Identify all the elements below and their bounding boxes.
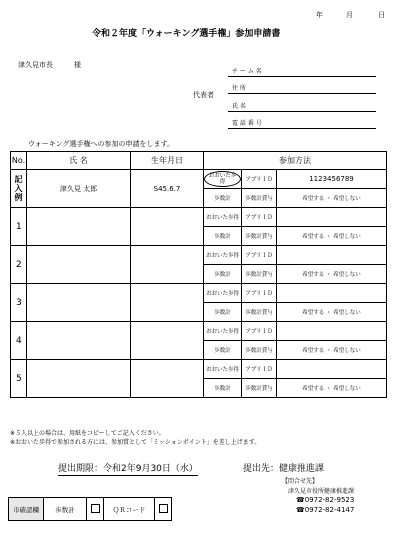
lend-label: 歩数計貸与 [242,265,277,284]
lend-label: 歩数計貸与 [242,341,277,360]
stamp-pedometer-label: 歩数計 [44,498,87,521]
dob-cell[interactable] [131,284,204,322]
pedometer-label[interactable]: 歩数計 [204,227,242,246]
addressee-label: 津久見市長 [18,61,53,69]
date-year-label: 年 [316,11,323,19]
phone-line [228,128,376,129]
pedometer-checkbox[interactable] [91,504,100,513]
oitai-label[interactable]: おおいた歩得 [204,208,242,227]
example-mark: 記入例 [11,170,27,208]
lend-label: 歩数計貸与 [242,379,277,398]
row-number: 1 [11,208,27,246]
example-name: 津久見 太郎 [27,170,131,208]
pedometer-label[interactable]: 歩数計 [204,265,242,284]
row-number: 5 [11,360,27,398]
example-dob: S45.6.7 [131,170,204,208]
dob-cell[interactable] [131,246,204,284]
app-id-cell[interactable] [277,208,387,227]
contact-tel: ☎0972-82-9523 [296,496,355,504]
address-label: 住 所 [232,85,246,92]
dob-cell[interactable] [131,360,204,398]
example-oitai-circled: おおいた歩得 [204,171,241,187]
example-app-id: 1123456789 [277,170,387,189]
representative-label: 代表者 [193,91,214,99]
example-app-id-label: アプリＩＤ [242,170,277,189]
app-id-cell[interactable] [277,322,387,341]
app-id-label: アプリＩＤ [242,208,277,227]
contact-heading: 【問合せ先】 [282,478,319,485]
example-choice: 希望する ・ 希望しない [277,189,387,208]
app-id-label: アプリＩＤ [242,322,277,341]
oitai-label[interactable]: おおいた歩得 [204,246,242,265]
app-id-cell[interactable] [277,246,387,265]
app-id-label: アプリＩＤ [242,246,277,265]
header-dob: 生年月日 [131,152,204,170]
date-month-label: 月 [346,11,353,19]
example-pedometer-label: 歩数計 [204,189,242,208]
name-cell[interactable] [27,360,131,398]
rep-name-label: 氏 名 [232,103,246,110]
address-line [228,93,376,94]
deadline: 提出期限：令和2年9月30日（水） [58,461,198,476]
app-id-cell[interactable] [277,360,387,379]
choice-option[interactable]: 希望する ・ 希望しない [277,341,387,360]
contact-fax: ☎0972-82-4147 [296,506,355,514]
intro-text: ウォーキング選手権への参加の申請をします。 [28,140,174,148]
note-mission-point: ※おおいた歩得で参加される方には、参加賞として「ミッションポイント」を差し上げます。 [10,439,261,446]
phone-label: 電 話 番 号 [232,120,262,127]
example-lend-label: 歩数計貸与 [242,189,277,208]
city-confirmation-box [8,497,172,521]
pedometer-label[interactable]: 歩数計 [204,341,242,360]
dob-cell[interactable] [131,208,204,246]
row-number: 4 [11,322,27,360]
app-id-cell[interactable] [277,284,387,303]
row-number: 3 [11,284,27,322]
pedometer-label[interactable]: 歩数計 [204,379,242,398]
header-name: 氏 名 [27,152,131,170]
note-copy: ※５人以上の場合は、用紙をコピーしてご記入ください。 [10,430,165,437]
date-day-label: 日 [378,11,385,19]
app-id-label: アプリＩＤ [242,360,277,379]
addressee-honorific: 様 [74,61,81,69]
header-no: No. [11,152,27,170]
participant-table [10,151,387,398]
pedometer-label[interactable]: 歩数計 [204,303,242,322]
choice-option[interactable]: 希望する ・ 希望しない [277,227,387,246]
choice-option[interactable]: 希望する ・ 希望しない [277,303,387,322]
lend-label: 歩数計貸与 [242,227,277,246]
name-cell[interactable] [27,322,131,360]
oitai-label[interactable]: おおいた歩得 [204,322,242,341]
choice-option[interactable]: 希望する ・ 希望しない [277,379,387,398]
contact-dept: 津久見市役所健康推進課 [288,488,355,495]
city-confirmation-label: 市確認欄 [9,498,44,521]
rep-name-line [228,111,376,112]
oitai-label[interactable]: おおいた歩得 [204,284,242,303]
name-cell[interactable] [27,246,131,284]
qr-checkbox[interactable] [159,504,168,513]
stamp-qr-label: ＱＲコード [104,498,155,521]
team-name-line [228,76,376,77]
team-name-label: チ ー ム 名 [232,68,262,75]
document-title: 令和２年度「ウォーキング選手権」参加申請書 [92,29,281,39]
lend-label: 歩数計貸与 [242,303,277,322]
row-number: 2 [11,246,27,284]
choice-option[interactable]: 希望する ・ 希望しない [277,265,387,284]
app-id-label: アプリＩＤ [242,284,277,303]
name-cell[interactable] [27,208,131,246]
oitai-label[interactable]: おおいた歩得 [204,360,242,379]
dob-cell[interactable] [131,322,204,360]
name-cell[interactable] [27,284,131,322]
submit-to: 提出先：健康推進課 [243,464,325,474]
header-method: 参加方法 [204,152,387,170]
